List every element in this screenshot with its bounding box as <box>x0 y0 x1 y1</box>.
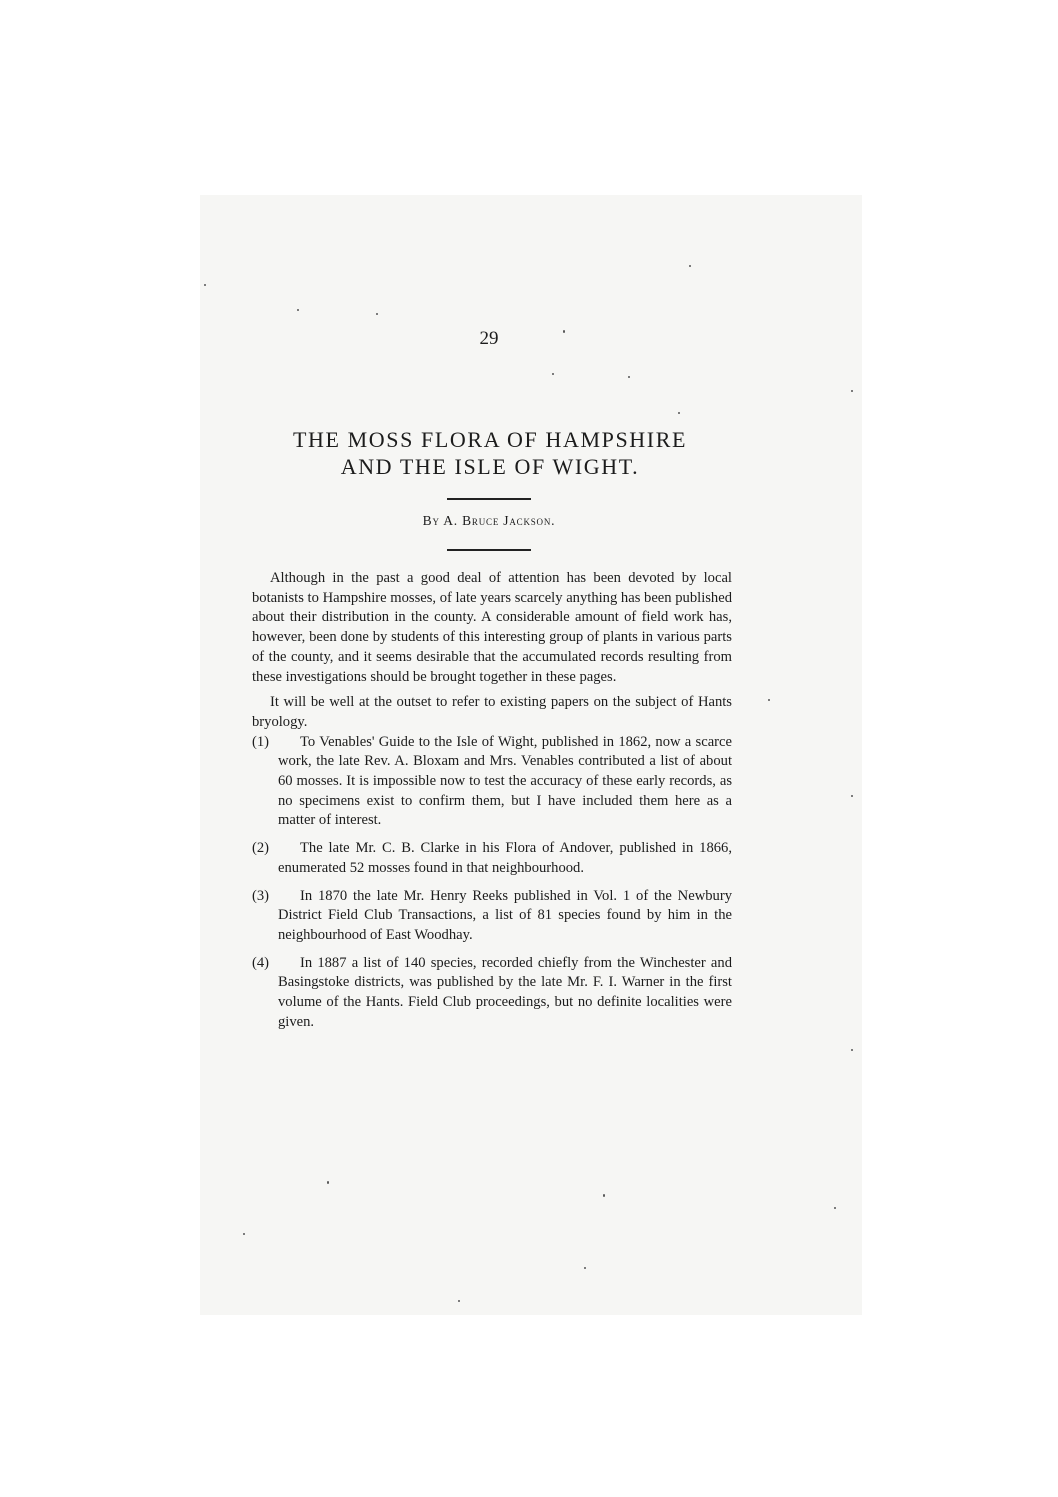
title-rule <box>447 498 531 500</box>
list-item-number: (1) <box>252 733 270 750</box>
scan-speck <box>834 1207 836 1209</box>
scan-speck <box>458 1300 460 1302</box>
scan-speck <box>376 313 378 315</box>
list-item <box>252 839 732 878</box>
list-item-text: In 1870 the late Mr. Henry Reeks published in Vol. 1 of the Newbury District Field Club Transactions, a list of 81 species found by him in the neighbourhood of East Woodhay. <box>278 887 732 943</box>
article-body <box>252 569 732 1032</box>
scan-speck <box>204 284 206 286</box>
scan-speck <box>768 699 770 701</box>
papers-list <box>252 733 732 1033</box>
scan-speck <box>628 376 630 378</box>
scan-speck <box>851 390 853 392</box>
list-item-text: In 1887 a list of 140 species, recorded chiefly from the Winchester and Basingstoke districts, was published by the late Mr. F. I. Warner in the first volume of the Hants. Field Club proceedings, but no definite localities were given. <box>278 954 732 1030</box>
list-item-text: To Venables' Guide to the Isle of Wight, published in 1862, now a scarce work, the late Rev. A. Bloxam and Mrs. Venables contributed a list of about 60 mosses. It is impossible now to test the accuracy of these early records, as no specimens exist to confirm them, but I have included them here as a matter of interest. <box>278 733 732 829</box>
byline: By A. Bruce Jackson. <box>422 513 556 528</box>
list-item <box>252 887 732 946</box>
scan-speck <box>297 309 299 311</box>
scan-speck <box>552 373 554 375</box>
scan-speck <box>603 1194 605 1197</box>
list-item-number: (4) <box>252 954 270 971</box>
byline-rule <box>447 549 531 551</box>
title-line-2: AND THE ISLE OF WIGHT. <box>340 454 640 479</box>
paragraph-intro: Although in the past a good deal of attention has been devoted by local botanists to Hampshire mosses, of late years scarcely anything has been published about their distribution in the county. A considerable amount of field work has, however, been done by students of this interesting group of plants in various parts of the county, and it seems desirable that the accumulated records resulting from these investigations should be brought together in these pages. <box>252 570 732 685</box>
list-item-text: The late Mr. C. B. Clarke in his Flora of Andover, published in 1866, enumerated 52 mosses found in that neighbourhood. <box>278 840 732 876</box>
scan-speck <box>584 1267 586 1269</box>
article-title <box>220 426 760 480</box>
paragraph-existing-papers: It will be well at the outset to refer to existing papers on the subject of Hants bryology. <box>252 694 732 730</box>
title-line-1: THE MOSS FLORA OF HAMPSHIRE <box>292 427 688 452</box>
page-number: 29 <box>479 328 499 349</box>
scan-speck <box>851 795 853 797</box>
list-item-number: (3) <box>252 887 270 904</box>
list-item <box>252 733 732 832</box>
list-item <box>252 954 732 1033</box>
scan-speck <box>327 1181 329 1184</box>
scan-speck <box>563 330 565 333</box>
list-item-number: (2) <box>252 840 270 857</box>
scan-speck <box>689 265 691 267</box>
scan-speck <box>851 1049 853 1051</box>
scan-speck <box>678 412 680 414</box>
scan-speck <box>243 1233 245 1235</box>
